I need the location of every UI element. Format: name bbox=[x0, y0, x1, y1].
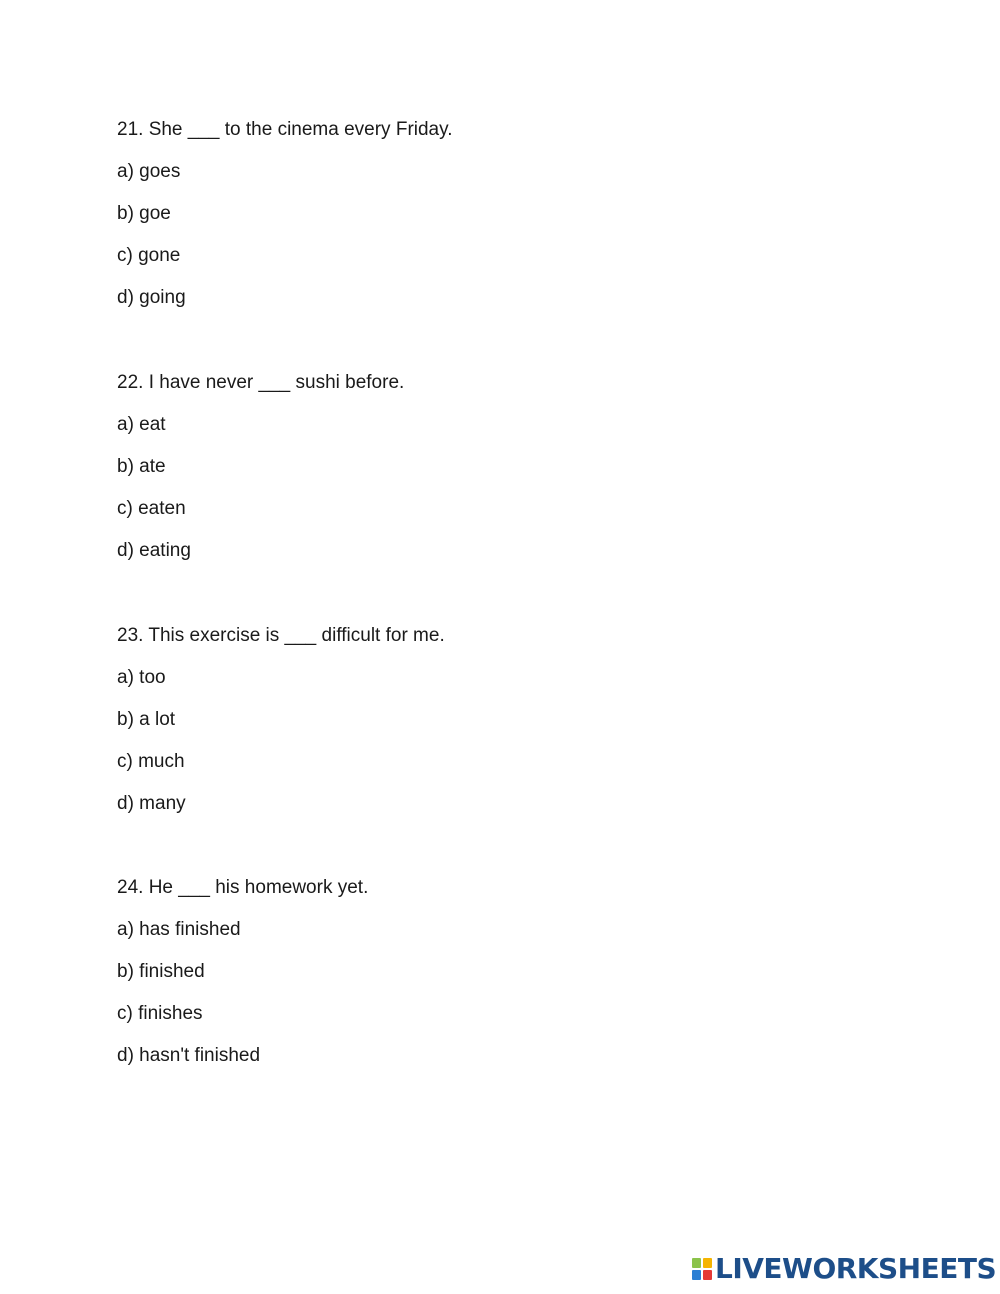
option-b: b) goe bbox=[117, 203, 171, 224]
logo-square-yellow bbox=[703, 1258, 712, 1268]
question-prompt: 23. This exercise is ___ difficult for me. bbox=[117, 625, 445, 646]
option-b: b) ate bbox=[117, 456, 166, 477]
question-prompt: 24. He ___ his homework yet. bbox=[117, 877, 369, 898]
logo-square-blue bbox=[692, 1270, 701, 1280]
option-d: d) going bbox=[117, 287, 186, 308]
option-a: a) eat bbox=[117, 414, 166, 435]
option-b: b) finished bbox=[117, 961, 205, 982]
question-prompt: 22. I have never ___ sushi before. bbox=[117, 372, 405, 393]
logo-square-red bbox=[703, 1270, 712, 1280]
option-a: a) goes bbox=[117, 161, 181, 182]
option-b: b) a lot bbox=[117, 709, 176, 730]
liveworksheets-logo-icon bbox=[692, 1258, 712, 1280]
question-prompt: 21. She ___ to the cinema every Friday. bbox=[117, 119, 453, 140]
option-c: c) eaten bbox=[117, 498, 186, 519]
option-d: d) hasn't finished bbox=[117, 1045, 261, 1066]
option-a: a) too bbox=[117, 667, 166, 688]
option-c: c) finishes bbox=[117, 1003, 203, 1024]
liveworksheets-logo bbox=[692, 1254, 996, 1284]
option-c: c) gone bbox=[117, 245, 181, 266]
option-d: d) many bbox=[117, 793, 186, 814]
option-c: c) much bbox=[117, 751, 185, 772]
option-d: d) eating bbox=[117, 540, 191, 561]
logo-square-green bbox=[692, 1258, 701, 1268]
brand-name: LIVEWORKSHEETS bbox=[715, 1252, 997, 1285]
option-a: a) has finished bbox=[117, 919, 241, 940]
